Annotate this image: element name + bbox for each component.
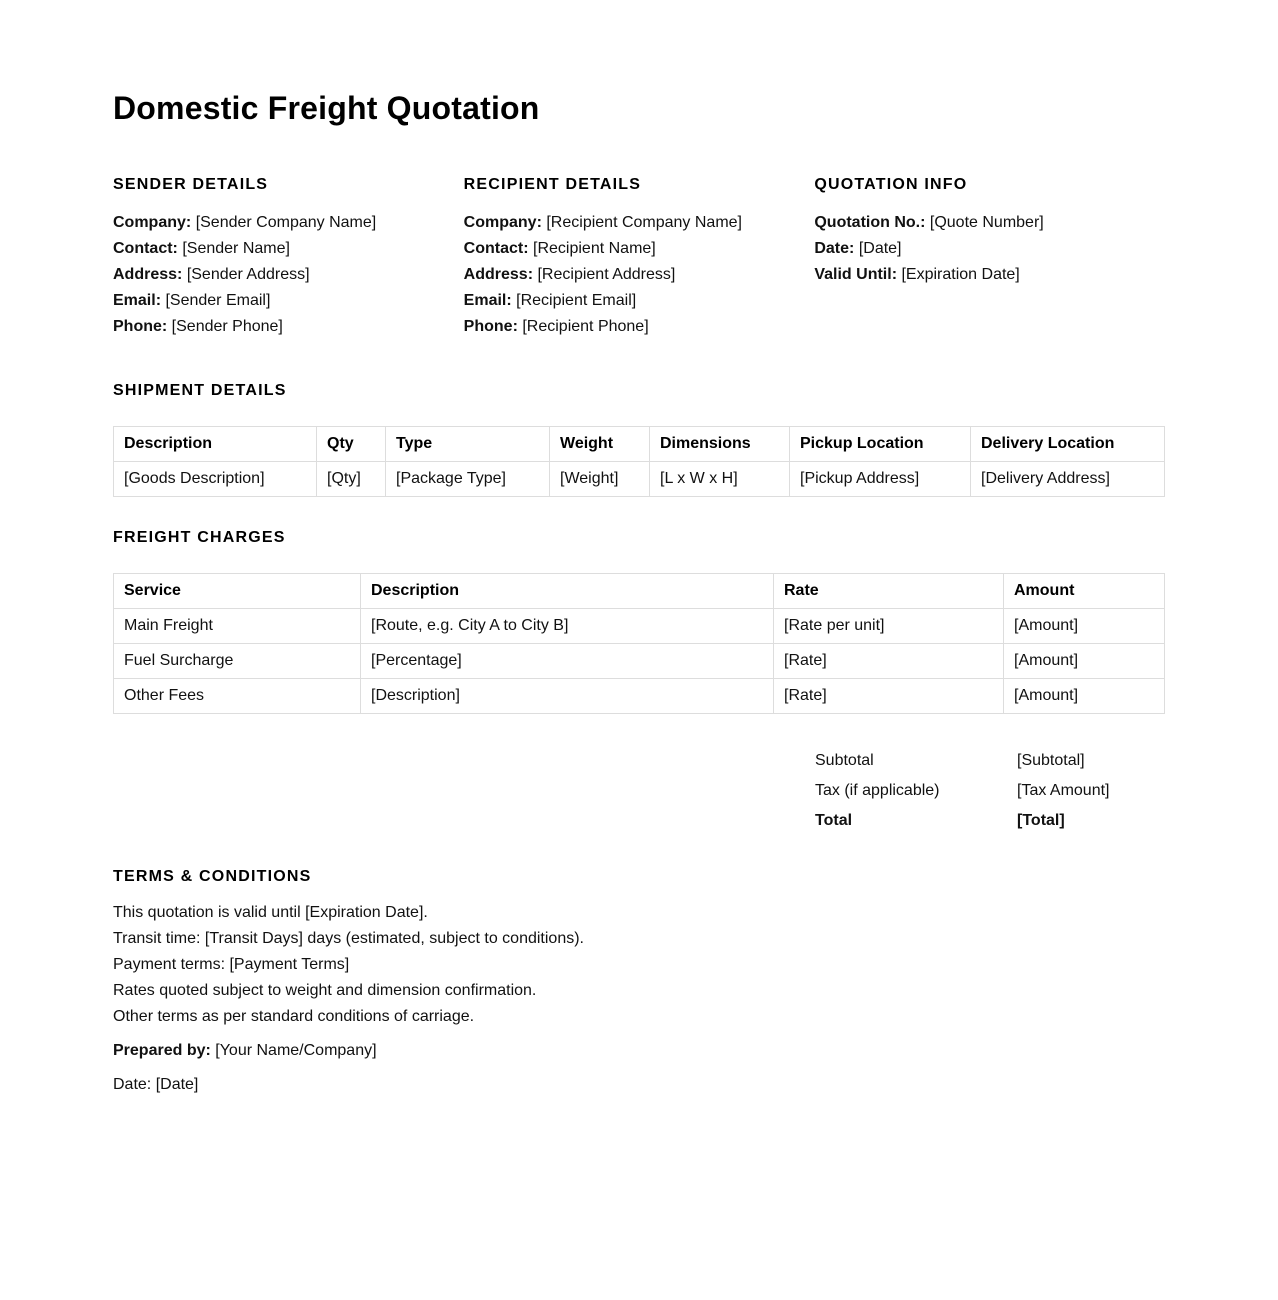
field-label: Quotation No.: xyxy=(814,214,926,231)
field-value: [Sender Company Name] xyxy=(195,214,377,231)
prepared-by-label: Prepared by: xyxy=(113,1042,211,1059)
total-value: [Total] xyxy=(1017,812,1065,829)
column-header: Delivery Location xyxy=(971,427,1165,462)
field-phone xyxy=(464,314,815,340)
field-label: Email: xyxy=(113,292,162,309)
section-heading: TERMS & CONDITIONS xyxy=(113,868,312,885)
field-label: Company: xyxy=(463,214,542,231)
freight-charges xyxy=(113,529,1165,714)
field-value: [Recipient Address] xyxy=(537,266,676,283)
field-value: [Expiration Date] xyxy=(901,266,1020,283)
tax-label: Tax (if applicable) xyxy=(815,782,940,799)
total-row xyxy=(815,808,1165,838)
field-company xyxy=(113,210,464,236)
table-cell: [L x W x H] xyxy=(650,462,790,497)
table-cell: [Route, e.g. City A to City B] xyxy=(361,609,774,644)
table-cell: [Goods Description] xyxy=(114,462,317,497)
section-heading: SHIPMENT DETAILS xyxy=(113,382,287,399)
table-cell: [Weight] xyxy=(550,462,650,497)
field-value: [Sender Email] xyxy=(165,292,271,309)
field-value: [Quote Number] xyxy=(929,214,1044,231)
subtotal-value: [Subtotal] xyxy=(1017,752,1085,769)
sender-details xyxy=(113,176,464,340)
table-cell: [Rate] xyxy=(774,644,1004,679)
field-value: [Date] xyxy=(858,240,902,257)
field-label: Contact: xyxy=(463,240,529,257)
table-cell: [Amount] xyxy=(1004,609,1165,644)
field-value: [Recipient Phone] xyxy=(522,318,649,335)
field-contact xyxy=(464,236,815,262)
column-header: Type xyxy=(386,427,550,462)
table-cell: Other Fees xyxy=(114,679,361,714)
prepared-by xyxy=(113,1038,1165,1064)
tax-value: [Tax Amount] xyxy=(1017,782,1110,799)
table-cell: [Amount] xyxy=(1004,644,1165,679)
subtotal-label: Subtotal xyxy=(815,752,874,769)
table-cell: Main Freight xyxy=(114,609,361,644)
table-cell: [Rate per unit] xyxy=(774,609,1004,644)
field-value: [Sender Phone] xyxy=(171,318,283,335)
table-row xyxy=(114,462,1165,497)
totals-summary xyxy=(815,748,1165,838)
field-label: Address: xyxy=(113,266,183,283)
field-date xyxy=(814,236,1165,262)
total-label: Total xyxy=(815,812,853,829)
section-heading: SENDER DETAILS xyxy=(113,176,269,193)
field-label: Phone: xyxy=(463,318,518,335)
table-cell: [Pickup Address] xyxy=(790,462,971,497)
column-header: Pickup Location xyxy=(790,427,971,462)
table-cell: [Package Type] xyxy=(386,462,550,497)
table-cell: Fuel Surcharge xyxy=(114,644,361,679)
field-phone xyxy=(113,314,464,340)
field-company xyxy=(464,210,815,236)
charges-table xyxy=(113,573,1165,714)
field-label: Valid Until: xyxy=(814,266,898,283)
section-heading: FREIGHT CHARGES xyxy=(113,529,286,546)
table-cell: [Rate] xyxy=(774,679,1004,714)
table-cell: [Qty] xyxy=(317,462,386,497)
field-email xyxy=(464,288,815,314)
column-header: Amount xyxy=(1004,574,1165,609)
column-header: Qty xyxy=(317,427,386,462)
field-quotation-no xyxy=(814,210,1165,236)
field-label: Email: xyxy=(463,292,512,309)
table-cell: [Percentage] xyxy=(361,644,774,679)
subtotal-row xyxy=(815,748,1165,778)
shipment-table xyxy=(113,426,1165,497)
table-row xyxy=(114,644,1165,679)
field-value: [Recipient Name] xyxy=(533,240,656,257)
column-header: Dimensions xyxy=(650,427,790,462)
table-cell: [Description] xyxy=(361,679,774,714)
column-header: Rate xyxy=(774,574,1004,609)
field-label: Address: xyxy=(463,266,534,283)
field-label: Company: xyxy=(113,214,192,231)
recipient-details xyxy=(464,176,815,340)
column-header: Weight xyxy=(550,427,650,462)
terms-line: Other terms as per standard conditions of carriage. xyxy=(113,1008,475,1025)
terms-line: Payment terms: [Payment Terms] xyxy=(113,956,350,973)
field-email xyxy=(113,288,464,314)
column-header: Description xyxy=(114,427,317,462)
signature-date: Date: [Date] xyxy=(113,1076,199,1093)
field-value: [Recipient Company Name] xyxy=(546,214,742,231)
table-header-row xyxy=(114,427,1165,462)
field-value: [Sender Name] xyxy=(182,240,290,257)
terms-line: This quotation is valid until [Expiration Date]. xyxy=(113,904,428,921)
column-header: Description xyxy=(361,574,774,609)
table-row xyxy=(114,679,1165,714)
field-contact xyxy=(113,236,464,262)
prepared-by-value: [Your Name/Company] xyxy=(215,1042,377,1059)
field-address xyxy=(113,262,464,288)
tax-row xyxy=(815,778,1165,808)
terms-and-conditions xyxy=(113,868,1165,1098)
field-address xyxy=(464,262,815,288)
section-heading: RECIPIENT DETAILS xyxy=(463,176,642,193)
field-label: Date: xyxy=(814,240,855,257)
field-value: [Recipient Email] xyxy=(516,292,637,309)
quotation-info xyxy=(814,176,1165,340)
table-row xyxy=(114,609,1165,644)
section-heading: QUOTATION INFO xyxy=(814,176,968,193)
column-header: Service xyxy=(114,574,361,609)
field-valid-until xyxy=(814,262,1165,288)
terms-line: Transit time: [Transit Days] days (estimated, subject to conditions). xyxy=(113,930,584,947)
shipment-details xyxy=(113,382,1165,497)
table-header-row xyxy=(114,574,1165,609)
table-cell: [Delivery Address] xyxy=(971,462,1165,497)
table-cell: [Amount] xyxy=(1004,679,1165,714)
terms-line: Rates quoted subject to weight and dimension confirmation. xyxy=(113,982,537,999)
field-label: Phone: xyxy=(113,318,168,335)
field-value: [Sender Address] xyxy=(186,266,310,283)
page-title: Domestic Freight Quotation xyxy=(113,90,540,126)
details-columns xyxy=(113,176,1165,340)
field-label: Contact: xyxy=(113,240,178,257)
